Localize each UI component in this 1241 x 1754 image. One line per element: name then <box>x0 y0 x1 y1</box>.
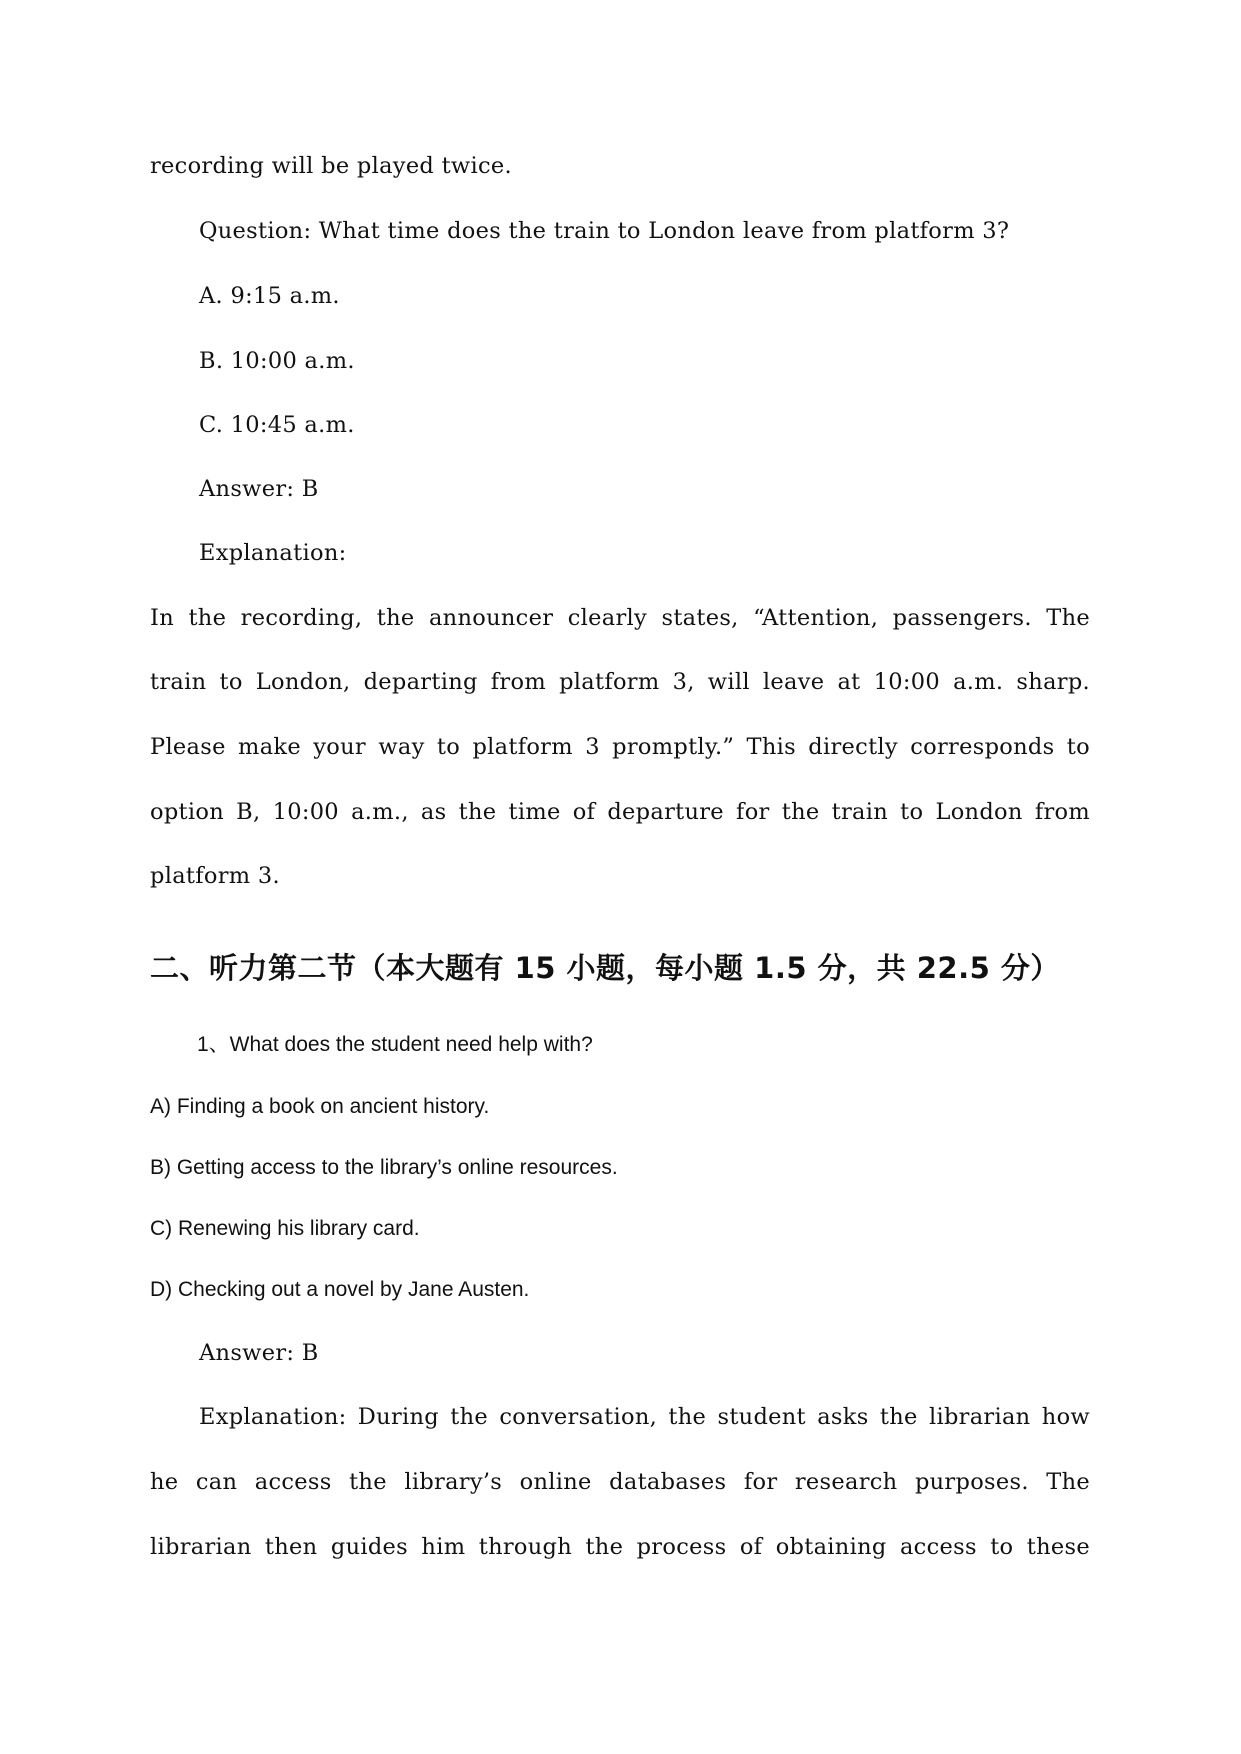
q1-option-d: D) Checking out a novel by Jane Austen. <box>150 1278 530 1301</box>
explanation-line: option B, 10:00 a.m., as the time of departure for the train to London from <box>150 799 1090 825</box>
explanation-line: platform 3. <box>150 863 280 889</box>
section-heading: 二、听力第二节（本大题有 15 小题，每小题 1.5 分，共 22.5 分） <box>150 951 1060 985</box>
q1-option-c: C) Renewing his library card. <box>150 1217 420 1240</box>
explanation-line: train to London, departing from platform 3, will leave at 10:00 a.m. sharp. <box>150 669 1090 695</box>
explanation-line: In the recording, the announcer clearly states, “Attention, passengers. The <box>150 605 1090 631</box>
option-b: B. 10:00 a.m. <box>199 348 355 374</box>
q1-explanation-line: Explanation: During the conversation, the student asks the librarian how <box>199 1404 1090 1430</box>
q1-option-a: A) Finding a book on ancient history. <box>150 1095 490 1118</box>
q1-explanation-line: librarian then guides him through the process of obtaining access to these <box>150 1534 1090 1560</box>
option-c: C. 10:45 a.m. <box>199 412 355 438</box>
intro-tail-text: recording will be played twice. <box>150 153 512 179</box>
explanation-label: Explanation: <box>199 540 347 566</box>
answer-text: Answer: B <box>199 476 319 502</box>
question-1-title: 1、What does the student need help with? <box>197 1033 593 1056</box>
option-a: A. 9:15 a.m. <box>199 283 340 309</box>
q1-option-b: B) Getting access to the library’s online resources. <box>150 1156 618 1179</box>
q1-answer-text: Answer: B <box>199 1340 319 1366</box>
q1-explanation-line: he can access the library’s online databases for research purposes. The <box>150 1469 1090 1495</box>
question-text: Question: What time does the train to London leave from platform 3? <box>199 218 1010 244</box>
explanation-line: Please make your way to platform 3 promptly.” This directly corresponds to <box>150 734 1090 760</box>
